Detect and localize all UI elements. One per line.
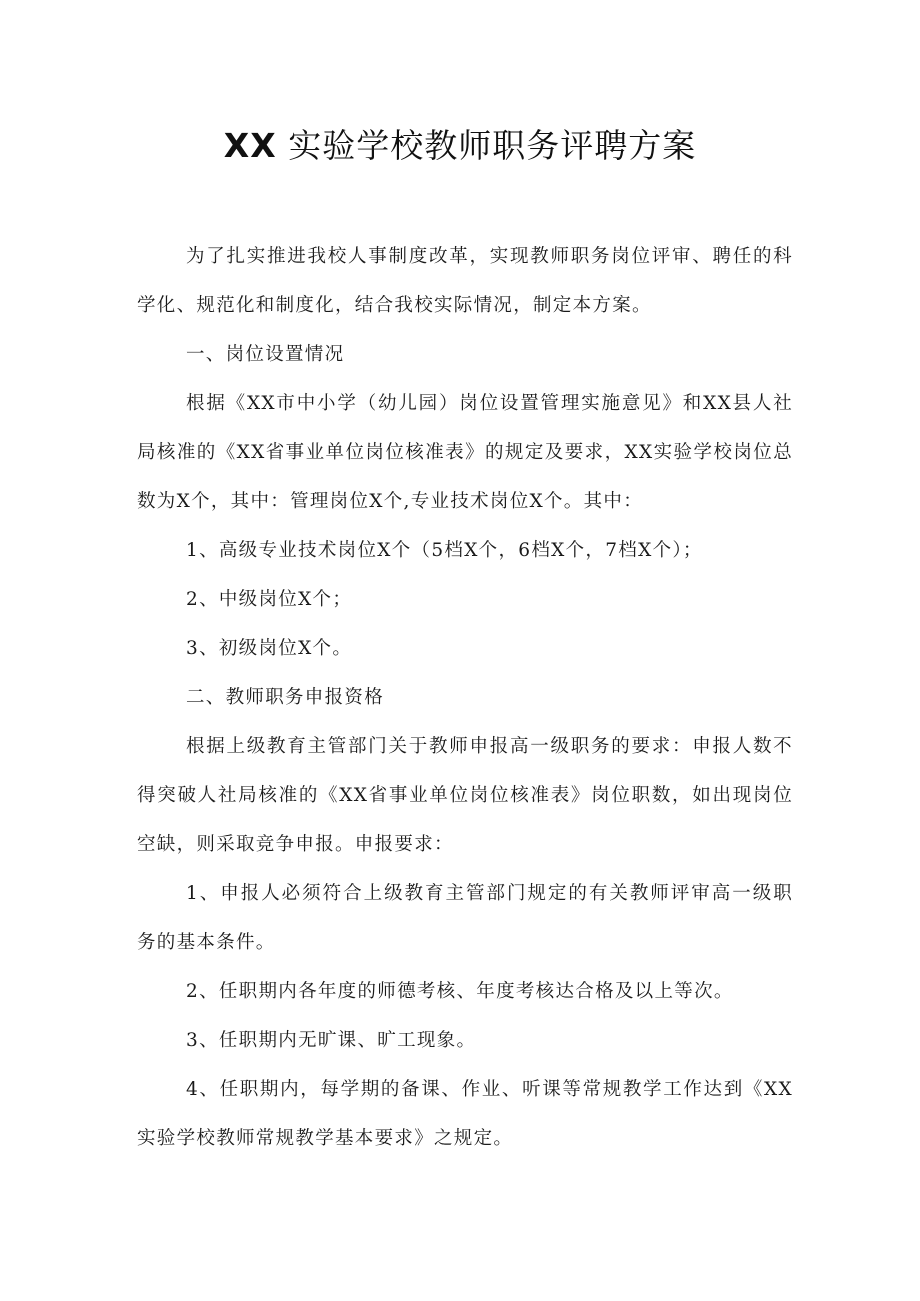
section-1-item-3: 3、初级岗位X个。 <box>186 638 353 659</box>
title-prefix: XX <box>223 126 277 165</box>
document-title <box>0 124 920 168</box>
section-heading-2: 二、教师职务申报资格 <box>186 687 385 708</box>
section-2-item-1: 1、申报人必须符合上级教育主管部门规定的有关教师评审高一级职务的基本条件。 <box>137 883 793 953</box>
section-2-paragraph: 根据上级教育主管部门关于教师申报高一级职务的要求：申报人数不得突破人社局核准的《XX省事业单位岗位核准表》岗位职数，如出现岗位空缺，则采取竞争申报。申报要求： <box>137 736 793 855</box>
section-1-item-1: 1、高级专业技术岗位X个（5档X个，6档X个，7档X个）； <box>186 540 703 561</box>
document-body <box>137 232 793 1163</box>
title-text: 实验学校教师职务评聘方案 <box>288 126 697 165</box>
intro-paragraph: 为了扎实推进我校人事制度改革，实现教师职务岗位评审、聘任的科学化、规范化和制度化，结合我校实际情况，制定本方案。 <box>137 246 793 316</box>
section-2-item-2: 2、任职期内各年度的师德考核、年度考核达合格及以上等次。 <box>186 981 734 1002</box>
section-1-item-2: 2、中级岗位X个； <box>186 589 353 610</box>
section-1-paragraph: 根据《XX市中小学（幼儿园）岗位设置管理实施意见》和XX县人社局核准的《XX省事业单位岗位核准表》的规定及要求，XX实验学校岗位总数为X个，其中：管理岗位X个,专业技术岗位X个。其中： <box>137 393 793 512</box>
section-2-item-4: 4、任职期内，每学期的备课、作业、听课等常规教学工作达到《XX实验学校教师常规教学基本要求》之规定。 <box>137 1079 793 1149</box>
section-2-item-3: 3、任职期内无旷课、旷工现象。 <box>186 1030 477 1051</box>
section-heading-1: 一、岗位设置情况 <box>186 344 345 365</box>
